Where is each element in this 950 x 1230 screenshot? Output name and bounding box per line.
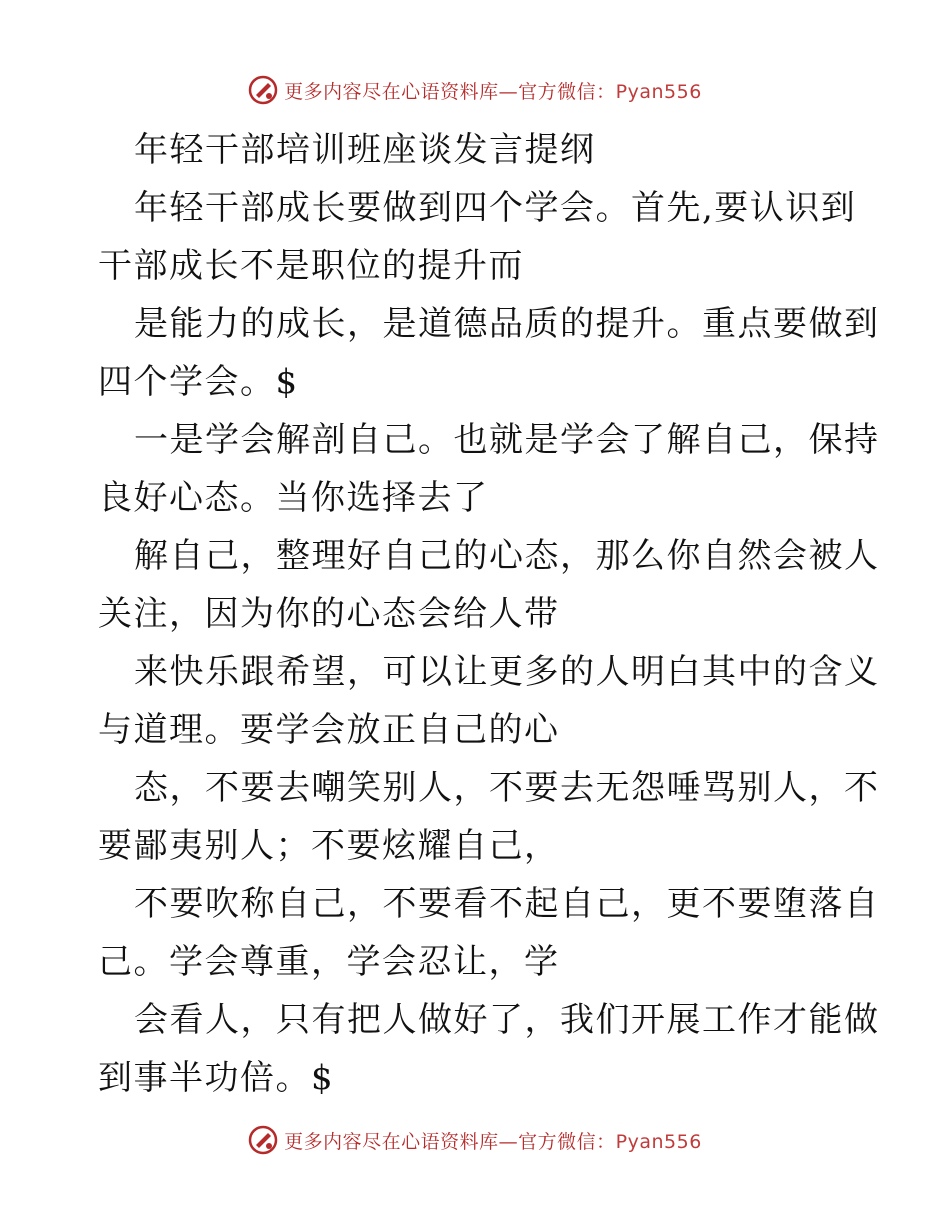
paragraph-line: 四个学会。$ (98, 362, 299, 402)
paragraph-line: 会看人，只有把人做好了，我们开展工作才能做 (134, 1000, 880, 1040)
paragraph-line: 一是学会解剖自己。也就是学会了解自己，保持 (134, 420, 880, 460)
logo-icon (248, 75, 278, 105)
paragraph-line: 来快乐跟希望，可以让更多的人明白其中的含义 (134, 652, 880, 692)
footer-watermark (0, 1120, 950, 1160)
document-body (98, 121, 880, 1107)
footer-watermark-text: 更多内容尽在心语资料库—官方微信：Pyan556 (284, 1130, 702, 1153)
logo-icon (248, 1125, 278, 1155)
paragraph-line: 与道理。要学会放正自己的心 (98, 710, 560, 750)
paragraph-line: 到事半功倍。$ (98, 1058, 335, 1098)
paragraph-line: 不要吹称自己，不要看不起自己，更不要堕落自 (134, 884, 880, 924)
document-title: 年轻干部培训班座谈发言提纲 (134, 130, 596, 170)
header-watermark (0, 70, 950, 110)
paragraph-line: 年轻干部成长要做到四个学会。首先,要认识到 (134, 188, 857, 228)
paragraph-line: 良好心态。当你选择去了 (98, 478, 489, 518)
paragraph-line: 己。学会尊重，学会忍让，学 (98, 942, 560, 982)
paragraph-line: 要鄙夷别人；不要炫耀自己， (98, 826, 560, 866)
paragraph-line: 解自己，整理好自己的心态，那么你自然会被人 (134, 536, 880, 576)
paragraph-line: 关注，因为你的心态会给人带 (98, 594, 560, 634)
paragraph-line: 干部成长不是职位的提升而 (98, 246, 524, 286)
paragraph-line: 是能力的成长，是道德品质的提升。重点要做到 (134, 304, 880, 344)
header-watermark-text: 更多内容尽在心语资料库—官方微信：Pyan556 (284, 80, 702, 103)
paragraph-line: 态，不要去嘲笑别人，不要去无怨唾骂别人，不 (134, 768, 880, 808)
